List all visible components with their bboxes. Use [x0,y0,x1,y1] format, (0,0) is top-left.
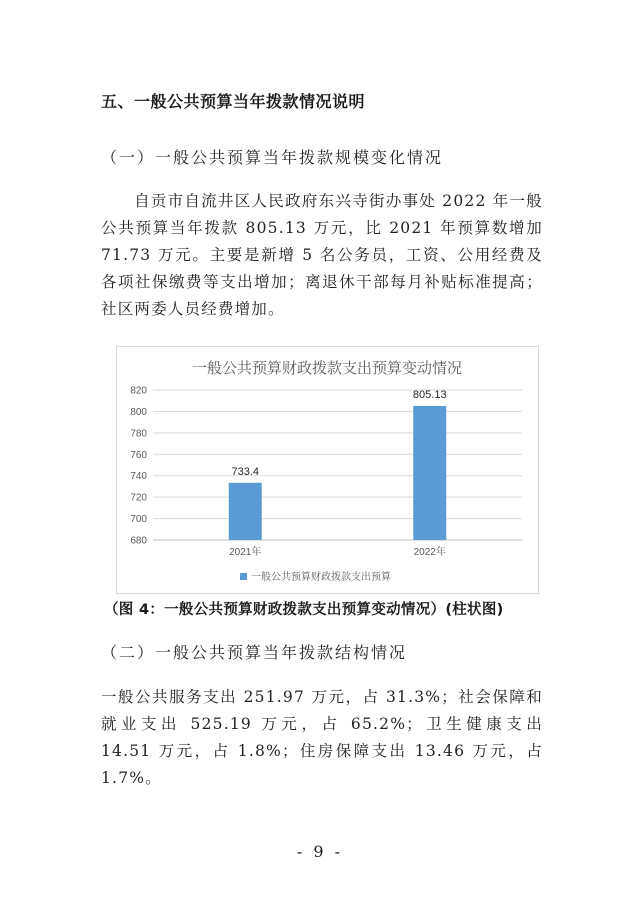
y-tick-label: 680 [130,535,147,547]
chart-bars [229,406,447,540]
chart-y-axis [130,386,147,547]
chart-gridlines [153,390,522,540]
paragraph-scale-change-text: 自贡市自流井区人民政府东兴寺街办事处 2022 年一般公共预算当年拨款 805.13 万元，比 2021 年预算数增加 71.73 万元。主要是新增 5 名公务员，工资、公用经费及各项社保缴费等支出增加；离退休干部每月补贴标准提高；社区两委人员经费增加。 [101,192,543,318]
subheading-scale-change: （一）一般公共预算当年拨款规模变化情况 [101,148,444,167]
y-tick-label: 720 [130,492,147,504]
bar-value-label: 733.4 [231,465,260,478]
budget-change-chart-svg [117,347,538,593]
paragraph-scale-change [101,188,543,323]
bar [413,406,446,540]
y-tick-label: 780 [130,428,147,440]
chart-x-axis [229,545,446,558]
page-number: - 9 - [296,842,344,861]
y-tick-label: 800 [130,406,147,418]
x-tick-label: 2021年 [229,547,262,558]
section-heading: 五、一般公共预算当年拨款情况说明 [101,92,366,111]
legend-label: 一般公共预算财政拨款支出预算 [251,572,391,583]
chart-legend [240,570,391,583]
budget-change-chart [116,346,539,594]
chart-title: 一般公共预算财政拨款支出预算变动情况 [191,360,463,377]
subheading-structure: （二）一般公共预算当年拨款结构情况 [101,643,408,662]
x-tick-label: 2022年 [413,547,446,558]
figure-caption: （图 4：一般公共预算财政拨款支出预算变动情况）(柱状图) [104,602,504,618]
bar [229,483,262,540]
y-tick-label: 820 [130,385,147,397]
legend-swatch [240,573,247,580]
bar-value-label: 805.13 [412,388,447,401]
y-tick-label: 740 [130,471,147,483]
y-tick-label: 760 [130,449,147,461]
y-tick-label: 700 [130,514,147,526]
paragraph-structure: 一般公共服务支出 251.97 万元，占 31.3%；社会保障和就业支出 525.19 万元，占 65.2%；卫生健康支出 14.51 万元，占 1.8%；住房保障支出 13.46 万元，占 1.7%。 [101,688,543,787]
